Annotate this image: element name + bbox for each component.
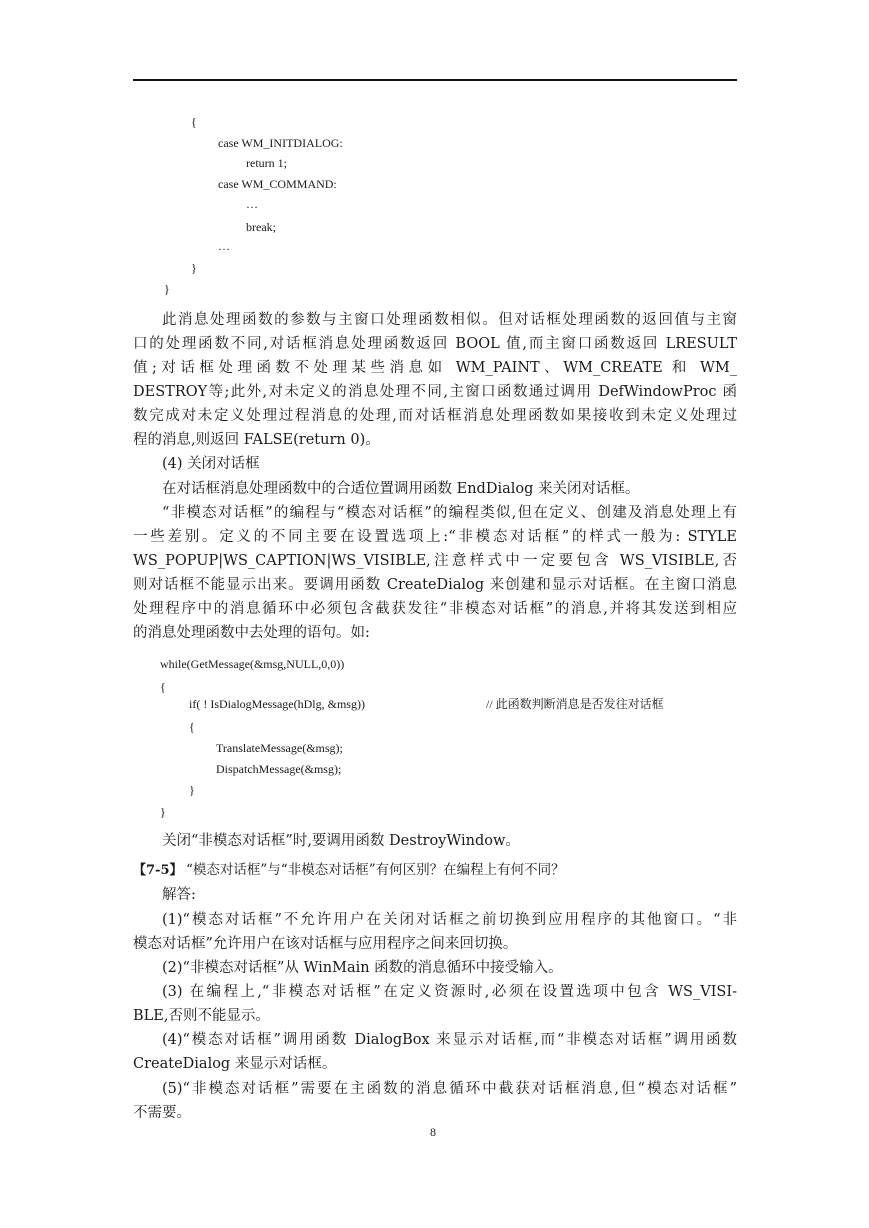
answer-line: BLE,否则不能显示。 xyxy=(133,1008,270,1024)
answer-label: 解答: xyxy=(162,887,196,903)
code-line: } xyxy=(164,282,170,296)
code-line: break; xyxy=(246,220,276,234)
paragraph-line: 一些差别。定义的不同主要在设置选项上:“非模态对话框”的样式一般为: STYLE xyxy=(133,529,737,545)
paragraph-line: 在对话框消息处理函数中的合适位置调用函数 EndDialog 来关闭对话框。 xyxy=(162,481,640,497)
paragraph-line: 此消息处理函数的参数与主窗口处理函数相似。但对话框处理函数的返回值与主窗 xyxy=(162,312,737,328)
code-line: { xyxy=(160,680,166,694)
code-line: DispatchMessage(&msg); xyxy=(216,762,342,776)
code-line: TranslateMessage(&msg); xyxy=(216,741,343,755)
code-line: { xyxy=(191,115,197,129)
answer-line: (1)“模态对话框”不允许用户在关闭对话框之前切换到应用程序的其他窗口。“非 xyxy=(162,912,737,928)
answer-line: 不需要。 xyxy=(133,1105,191,1121)
question-text: “模态对话框”与“非模态对话框”有何区别？在编程上有何不同？ xyxy=(186,862,565,878)
paragraph-line: 数完成对未定义处理过程消息的处理,而对话框消息处理函数如果接收到未定义处理过 xyxy=(133,408,737,424)
answer-line: CreateDialog 来显示对话框。 xyxy=(133,1056,337,1072)
paragraph-line: WS_POPUP|WS_CAPTION|WS_VISIBLE,注意样式中一定要包含 WS_VISIBLE,否 xyxy=(133,553,737,569)
code-line: … xyxy=(218,239,230,253)
code-line: case WM_INITDIALOG: xyxy=(218,136,343,150)
paragraph-line: DESTROY等;此外,对未定义的消息处理不同,主窗口函数通过调用 DefWindowProc 函 xyxy=(133,384,737,400)
header-rule xyxy=(133,79,737,81)
code-line: } xyxy=(160,805,166,819)
answer-line: (4)“模态对话框”调用函数 DialogBox 来显示对话框,而“非模态对话框”调用函数 xyxy=(162,1032,737,1048)
paragraph-line: 值;对话框处理函数不处理某些消息如 WM_PAINT、WM_CREATE 和 WM_ xyxy=(133,360,737,376)
code-line: case WM_COMMAND: xyxy=(218,177,337,191)
code-line: return 1; xyxy=(246,156,287,170)
question-number: 【7-5】 xyxy=(133,863,183,878)
paragraph-line: 处理程序中的消息循环中必须包含截获发往“非模态对话框”的消息,并将其发送到相应 xyxy=(133,601,737,617)
section-heading: (4) 关闭对话框 xyxy=(162,456,260,472)
paragraph-line: 口的处理函数不同,对话框消息处理函数返回 BOOL 值,而主窗口函数返回 LRESULT xyxy=(133,336,737,352)
paragraph-line: “非模态对话框”的编程与“模态对话框”的编程类似,但在定义、创建及消息处理上有 xyxy=(162,505,737,521)
code-line: … xyxy=(246,197,258,211)
answer-line: (3) 在编程上,“非模态对话框”在定义资源时,必须在设置选项中包含 WS_VISI- xyxy=(162,984,737,1000)
paragraph-line: 则对话框不能显示出来。要调用函数 CreateDialog 来创建和显示对话框。在主窗口消息 xyxy=(133,577,737,593)
code-line: { xyxy=(189,720,195,734)
answer-line: (5)“非模态对话框”需要在主函数的消息循环中截获对话框消息,但“模态对话框” xyxy=(162,1081,737,1097)
page-number: 8 xyxy=(430,1125,436,1139)
code-comment: // 此函数判断消息是否发往对话框 xyxy=(486,697,664,711)
paragraph-line: 程的消息,则返回 FALSE(return 0)。 xyxy=(133,432,380,448)
paragraph-line: 的消息处理函数中去处理的语句。如: xyxy=(133,625,370,641)
code-line: while(GetMessage(&msg,NULL,0,0)) xyxy=(160,657,345,671)
code-line: } xyxy=(189,783,195,797)
answer-line: (2)“非模态对话框”从 WinMain 函数的消息循环中接受输入。 xyxy=(162,960,563,976)
code-line: if( ! IsDialogMessage(hDlg, &msg)) xyxy=(189,697,365,711)
paragraph-line: 关闭“非模态对话框”时,要调用函数 DestroyWindow。 xyxy=(162,833,520,849)
code-line: } xyxy=(191,261,197,275)
answer-line: 模态对话框”允许用户在该对话框与应用程序之间来回切换。 xyxy=(133,936,518,952)
